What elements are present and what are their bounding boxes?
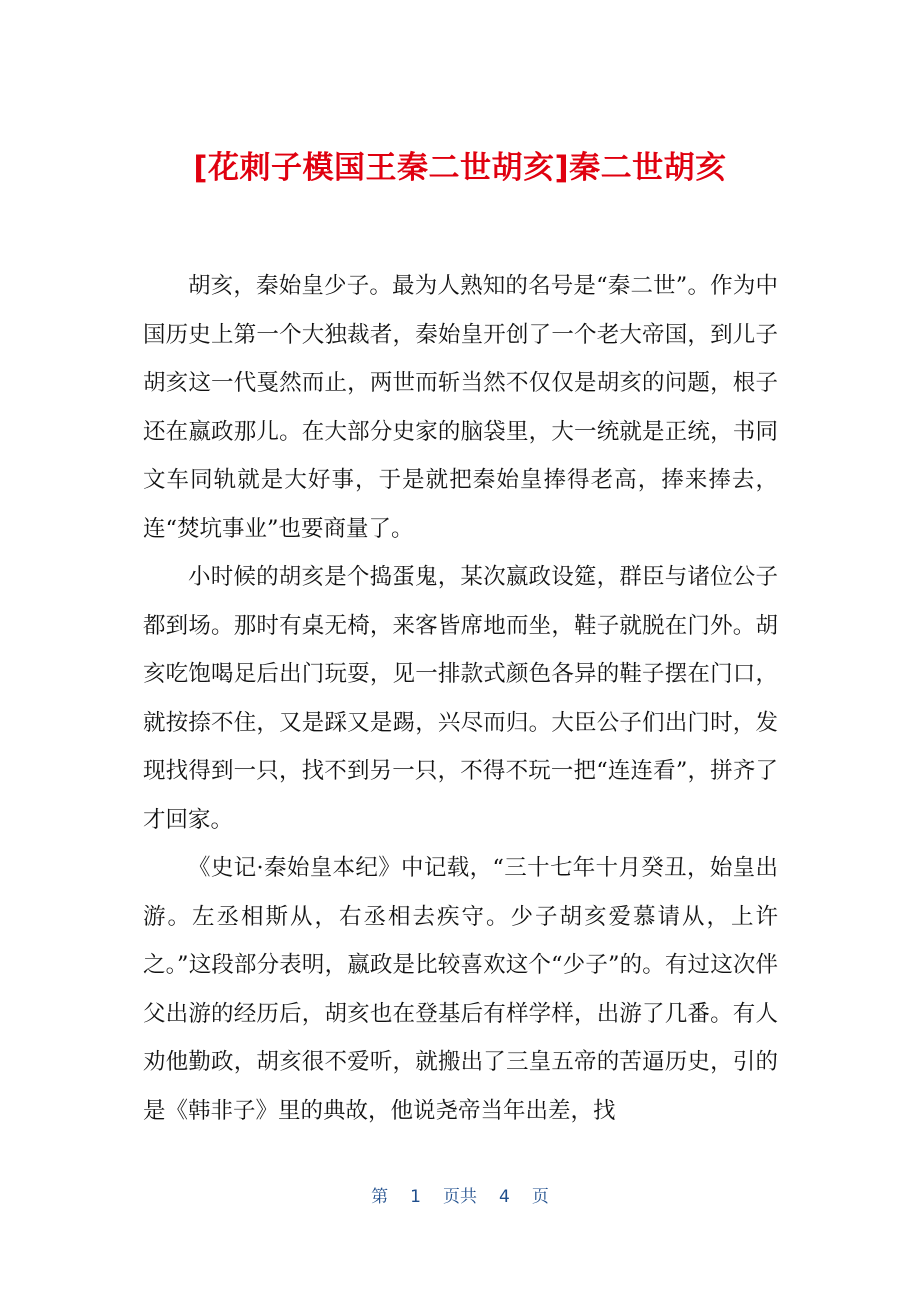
footer-middle: 页共 bbox=[443, 1187, 477, 1207]
document-title: [花刺子模国王秦二世胡亥]秦二世胡亥 bbox=[193, 150, 727, 186]
paragraph: 胡亥，秦始皇少子。最为人熟知的名号是“秦二世”。作为中国历史上第一个大独裁者，秦始皇开创了一个老大帝国，到儿子胡亥这一代戛然而止，两世而斩当然不仅仅是胡亥的问题，根子还在嬴政那儿。在大部分史家的脑袋里，大一统就是正统，书同文车同轨就是大好事，于是就把秦始皇捧得老高，捧来捧去，连“焚坑事业”也要商量了。 bbox=[143, 273, 778, 542]
page-footer bbox=[0, 1183, 920, 1211]
footer-prefix: 第 bbox=[371, 1187, 389, 1207]
footer-total-pages: 4 bbox=[499, 1187, 510, 1207]
footer-suffix: 页 bbox=[531, 1187, 549, 1207]
paragraph: 《史记·秦始皇本纪》中记载，“三十七年十月癸丑，始皇出游。左丞相斯从，右丞相去疾守。少子胡亥爱慕请从，上许之。”这段部分表明，嬴政是比较喜欢这个“少子”的。有过这次伴父出游的经历后，胡亥也在登基后有样学样，出游了几番。有人劝他勤政，胡亥很不爱听，就搬出了三皇五帝的苦逼历史，引的是《韩非子》里的典故，他说尧帝当年出差，找 bbox=[143, 855, 778, 1124]
footer-page-number: 1 bbox=[410, 1187, 421, 1207]
paragraph: 小时候的胡亥是个捣蛋鬼，某次嬴政设筵，群臣与诸位公子都到场。那时有桌无椅，来客皆席地而坐，鞋子就脱在门外。胡亥吃饱喝足后出门玩耍，见一排款式颜色各异的鞋子摆在门口，就按捺不住，又是踩又是踢，兴尽而归。大臣公子们出门时，发现找得到一只，找不到另一只，不得不玩一把“连连看”，拼齐了才回家。 bbox=[143, 564, 778, 833]
document-body bbox=[143, 262, 778, 1135]
